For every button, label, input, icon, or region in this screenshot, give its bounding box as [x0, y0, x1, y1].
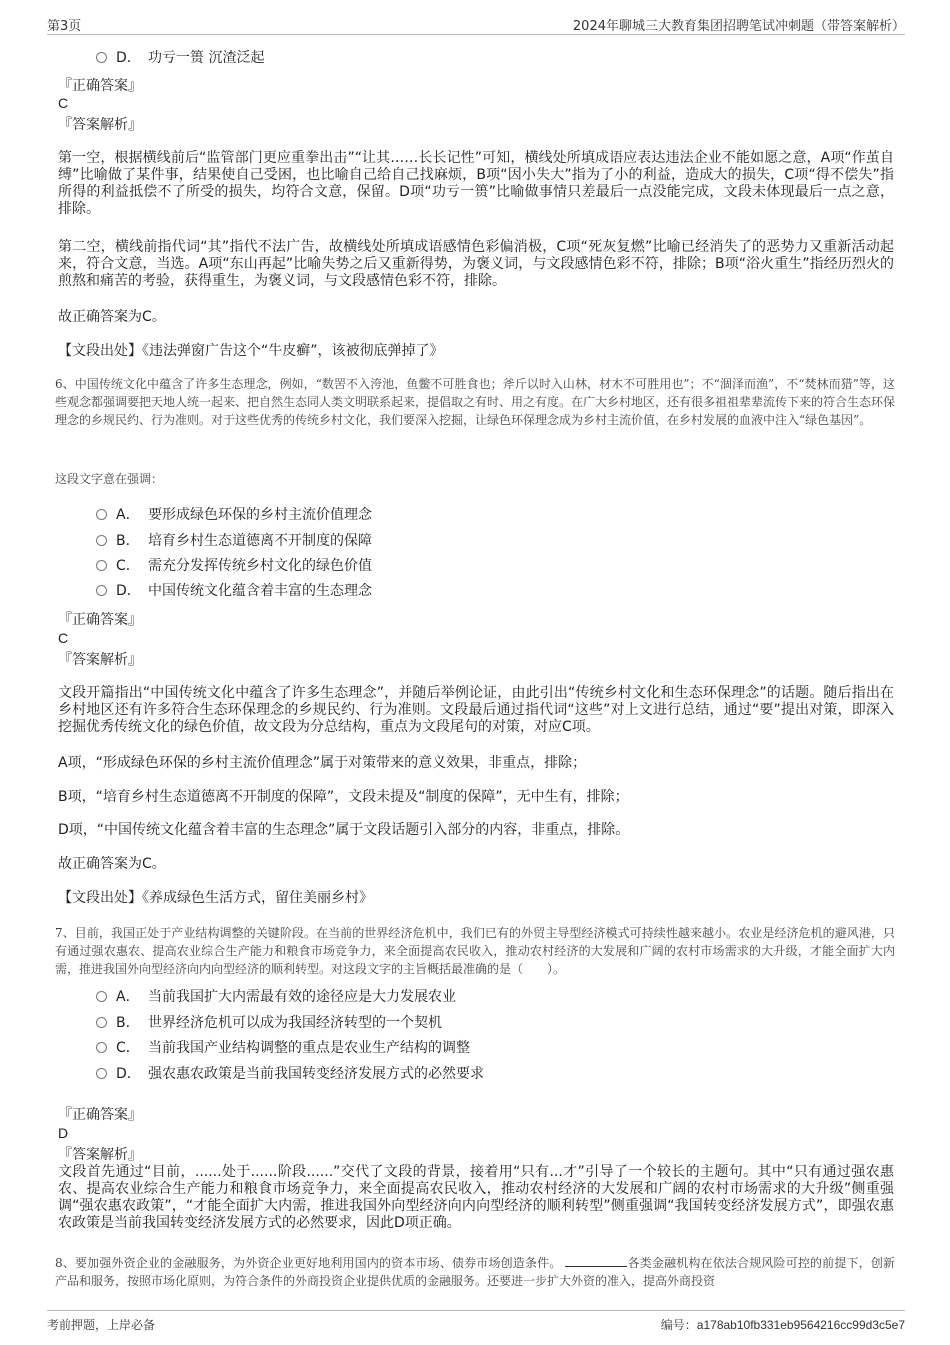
- page-number: 第3页: [47, 19, 82, 34]
- radio-icon[interactable]: [96, 52, 107, 63]
- q8-stem: [55, 1254, 895, 1290]
- q6-analysis-para-a: A项，“形成绿色环保的乡村主流价值理念”属于对策带来的意义效果，非重点，排除；: [58, 755, 587, 771]
- q7-option-a[interactable]: [96, 987, 456, 1007]
- q7-option-d[interactable]: [96, 1064, 484, 1084]
- q5-analysis-label: 『答案解析』: [58, 117, 142, 133]
- q6-analysis-para-b: B项，“培育乡村生态道德离不开制度的保障”，文段未提及“制度的保障”，无中生有，排除；: [58, 789, 629, 805]
- q6-analysis-para-d: D项，“中国传统文化蕴含着丰富的生态理念”属于文段话题引入部分的内容，非重点，排除。: [58, 822, 630, 838]
- option-letter: A．: [116, 989, 140, 1005]
- option-letter: D．: [116, 50, 141, 66]
- footer-slogan: 考前押题，上岸必备: [47, 1318, 156, 1332]
- q6-option-b[interactable]: [96, 531, 372, 551]
- fill-in-blank: [565, 1254, 627, 1267]
- option-text: 培育乡村生态道德离不开制度的保障: [148, 533, 372, 549]
- q6-conclusion: 故正确答案为C。: [58, 856, 166, 872]
- page-footer: [47, 1310, 905, 1335]
- q5-analysis-para1: 第一空，根据横线前后“监管部门更应重拳出击”“让其……长长记性”可知，横线处所填成语应表达违法企业不能如愿之意，A项“作茧自缚”比喻做了某件事，结果使自己受困，也比喻自己给自己找麻烦，B项“因小失大”指为了小的利益，造成大的损失，C项“得不偿失”指所得的利益抵偿不了所受的损失，均符合文意，保留。D项“功亏一篑”比喻做事情只差最后一点没能完成，文段未体现最后一点之意，排除。: [58, 150, 894, 217]
- q5-conclusion: 故正确答案为C。: [58, 309, 166, 325]
- option-text: 功亏一篑 沉渣泛起: [148, 50, 265, 66]
- q6-stem: 6、中国传统文化中蕴含了许多生态理念，例如，“数罟不入洿池，鱼鳖不可胜食也；斧斤以时入山林，材木不可胜用也”；不“涸泽而渔”，不“焚林而猎”等，这些观念都强调要把天地人统一起来、把自然生态同人类文明联系起来，提倡取之有时、用之有度。在广大乡村地区，还有很多祖祖辈辈流传下来的符合生态环保理念的乡规民约、行为准则。对于这些优秀的传统乡村文化，我们要深入挖掘，让绿色环保理念成为乡村主流价值，在乡村发展的血液中注入“绿色基因”。: [55, 377, 896, 427]
- radio-icon[interactable]: [96, 1017, 107, 1028]
- page-header: [47, 12, 905, 35]
- option-text: 要形成绿色环保的乡村主流价值理念: [148, 507, 372, 523]
- q6-analysis-label: 『答案解析』: [58, 652, 142, 668]
- q7-answer: D: [58, 1125, 69, 1141]
- radio-icon[interactable]: [96, 991, 107, 1002]
- document-id: 编号：a178ab10fb331eb9564216cc99d3c5e7: [660, 1318, 905, 1332]
- radio-icon[interactable]: [96, 509, 107, 520]
- q6-analysis-para1: 文段开篇指出“中国传统文化中蕴含了许多生态理念”，并随后举例论证，由此引出“传统乡村文化和生态环保理念”的话题。随后指出在乡村地区还有许多符合生态环保理念的乡规民约、行为准则。文段最后通过指代词“这些”对上文进行总结，通过“要”提出对策，即深入挖掘优秀传统文化的绿色价值，故文段为分总结构，重点为文段尾句的对策，对应C项。: [58, 685, 894, 735]
- option-text: 当前我国扩大内需最有效的途径应是大力发展农业: [148, 989, 456, 1005]
- option-text: 当前我国产业结构调整的重点是农业生产结构的调整: [148, 1040, 470, 1056]
- q5-source: 【文段出处】《违法弹窗广告这个“牛皮癣”，该被彻底弹掉了》: [58, 343, 444, 359]
- option-letter: D．: [116, 583, 141, 599]
- q6-option-a[interactable]: [96, 505, 372, 525]
- option-text: 强农惠农政策是当前我国转变经济发展方式的必然要求: [148, 1066, 484, 1082]
- option-text: 需充分发挥传统乡村文化的绿色价值: [148, 558, 372, 574]
- q7-stem: 7、目前，我国正处于产业结构调整的关键阶段。在当前的世界经济危机中，我们已有的外贸主导型经济模式可持续性越来越小。农业是经济危机的避风港，只有通过强农惠农、提高农业综合生产能力和粮食市场竞争力，来全面提高农民收入，推动农村经济的大发展和广阔的农村市场需求的大升级，才能全面扩大内需，推进我国外向型经济向内向型经济的顺利转型。对这段文字的主旨概括最准确的是（ ）。: [55, 926, 895, 976]
- q5-answer-label: 『正确答案』: [58, 78, 142, 94]
- option-letter: C．: [116, 558, 140, 574]
- option-letter: B．: [116, 1015, 140, 1031]
- q7-option-b[interactable]: [96, 1013, 442, 1033]
- q7-analysis: 文段首先通过“目前，......处于......阶段......”交代了文段的背景，接着用“只有...才”引导了一个较长的主题句。其中“只有通过强农惠农、提高农业综合生产能力和粮食市场竞争力，来全面提高农民收入，推动农村经济的大发展和广阔的农村市场需求的大升级”侧重强调“强农惠农政策”，“才能全面扩大内需，推进我国外向型经济向内向型经济的顺利转型”侧重强调“我国转变经济发展方式”，即强农惠农政策是当前我国转变经济发展方式的必然要求，因此D项正确。: [58, 1164, 894, 1231]
- q7-analysis-label: 『答案解析』: [58, 1147, 142, 1163]
- option-letter: B．: [116, 533, 140, 549]
- option-letter: C．: [116, 1040, 140, 1056]
- option-letter: D．: [116, 1066, 141, 1082]
- q5-option-d[interactable]: [96, 48, 264, 68]
- option-text: 世界经济危机可以成为我国经济转型的一个契机: [148, 1015, 442, 1031]
- q6-prompt: 这段文字意在强调：: [55, 472, 164, 486]
- q6-answer-label: 『正确答案』: [58, 612, 142, 628]
- q8-stem-after: 各类金融机构在依法合规风险可控的前提下，创新产品和服务，按照市场化原则，为符合条件的外商投资企业提供优质的金融服务。还要进一步扩大外资的准入，提高外商投资: [55, 1256, 895, 1288]
- q7-answer-label: 『正确答案』: [58, 1107, 142, 1123]
- radio-icon[interactable]: [96, 1042, 107, 1053]
- q6-option-d[interactable]: [96, 581, 372, 601]
- q8-stem-before: 8、要加强外资企业的金融服务，为外资企业更好地利用国内的资本市场、债券市场创造条件。: [55, 1256, 562, 1270]
- option-letter: A．: [116, 507, 140, 523]
- q6-answer: C: [58, 630, 69, 646]
- option-text: 中国传统文化蕴含着丰富的生态理念: [148, 583, 372, 599]
- q7-option-c[interactable]: [96, 1038, 470, 1058]
- radio-icon[interactable]: [96, 535, 107, 546]
- q5-analysis-para2: 第二空，横线前指代词“其”指代不法广告，故横线处所填成语感情色彩偏消极，C项“死灰复燃”比喻已经消失了的恶势力又重新活动起来，符合文意，当选。A项“东山再起”比喻失势之后又重新得势，为褒义词，与文段感情色彩不符，排除；B项“浴火重生”指经历烈火的煎熬和痛苦的考验，获得重生，为褒义词，与文段感情色彩不符，排除。: [58, 239, 894, 289]
- q5-answer: C: [58, 95, 69, 111]
- document-title: 2024年聊城三大教育集团招聘笔试冲刺题（带答案解析）: [572, 19, 905, 34]
- radio-icon[interactable]: [96, 560, 107, 571]
- q6-option-c[interactable]: [96, 556, 372, 576]
- radio-icon[interactable]: [96, 1068, 107, 1079]
- radio-icon[interactable]: [96, 585, 107, 596]
- q6-source: 【文段出处】《养成绿色生活方式，留住美丽乡村》: [58, 890, 373, 906]
